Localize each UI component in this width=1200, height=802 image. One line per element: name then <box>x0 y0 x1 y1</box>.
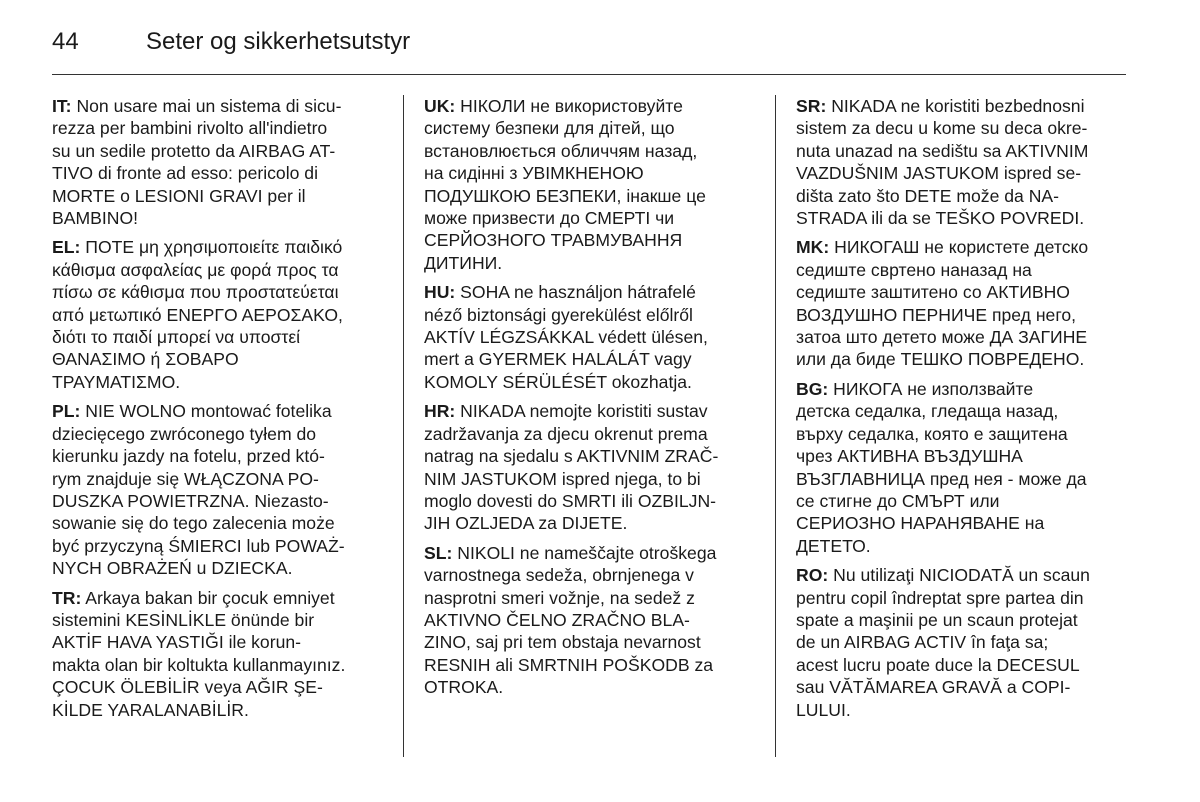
language-code: SR: <box>796 96 827 116</box>
page-number: 44 <box>52 28 79 55</box>
warning-line <box>796 236 1134 258</box>
warning-text: НІКОЛИ не використовуйте <box>460 96 683 116</box>
warning-line <box>796 535 1134 557</box>
warning-line <box>796 400 1134 422</box>
language-code: IT: <box>52 96 72 116</box>
warning-text: sistem za decu u kome su deca okre- <box>796 118 1088 139</box>
warning-line <box>424 95 762 117</box>
warning-text: върху седалка, която е защитена <box>796 423 1068 444</box>
warning-line <box>52 631 390 653</box>
language-code: TR: <box>52 587 82 608</box>
warning-paragraph <box>52 236 390 393</box>
warning-paragraph <box>796 378 1134 557</box>
language-code: SL: <box>424 542 453 563</box>
warning-paragraph <box>52 587 390 721</box>
warning-text: LULUI. <box>796 699 851 720</box>
warning-line <box>424 654 762 676</box>
language-code: HU: <box>424 282 456 303</box>
warning-text: ΠΟΤΕ μη χρησιμοποιείτε παιδικό <box>85 237 343 258</box>
warning-line <box>52 490 390 512</box>
language-code: PL: <box>52 401 81 422</box>
warning-line <box>52 400 390 422</box>
warning-text: być przyczyną ŚMIERCI lub POWAŻ- <box>52 535 345 556</box>
warning-line <box>424 326 762 348</box>
warning-text: pentru copil îndreptat spre partea din <box>796 587 1084 608</box>
warning-text: Arkaya bakan bir çocuk emniyet <box>85 587 335 608</box>
warning-text: чрез АКТИВНА ВЪЗДУШНА <box>796 446 1023 467</box>
warning-text: néző biztonsági gyerekülést előlről <box>424 304 693 325</box>
warning-text: NIE WOLNO montować fotelika <box>85 401 332 422</box>
warning-text: ДИТИНИ. <box>424 252 503 273</box>
warning-text: NIM JASTUKOM ispred njega, to bi <box>424 468 701 489</box>
warning-text: sistemini KESİNLİKLE önünde bir <box>52 609 315 630</box>
warning-line <box>796 95 1134 117</box>
warning-text: πίσω σε κάθισμα που προστατεύεται <box>52 282 339 303</box>
warning-text: su un sedile protetto da AIRBAG AT- <box>52 140 336 161</box>
warning-line <box>424 371 762 393</box>
warning-line <box>52 609 390 631</box>
warning-text: СЕРИОЗНО НАРАНЯВАНЕ на <box>796 513 1045 534</box>
warning-line <box>424 229 762 251</box>
warning-line <box>424 609 762 631</box>
warning-line <box>796 304 1134 326</box>
page-header <box>52 24 1128 64</box>
warning-text: ВЪЗГЛАВНИЦА пред нея - може да <box>796 468 1087 489</box>
warning-text: седиште заштитено со АКТИВНО <box>796 282 1070 303</box>
warning-line <box>796 140 1134 162</box>
warning-text: НИКОГА не използвайте <box>833 378 1034 399</box>
warning-text: на сидінні з УВІМКНЕНОЮ <box>424 163 644 184</box>
warning-line <box>52 259 390 281</box>
warning-line <box>52 587 390 609</box>
warning-text: STRADA ili da se TEŠKO POVREDI. <box>796 208 1085 229</box>
warning-line <box>796 654 1134 676</box>
warning-line <box>52 140 390 162</box>
warning-text: moglo dovesti do SMRTI ili OZBILJN- <box>424 490 717 511</box>
warning-text: встановлюється обличчям назад, <box>424 140 698 161</box>
warning-line <box>52 326 390 348</box>
warning-line <box>796 326 1134 348</box>
warning-line <box>52 281 390 303</box>
warning-line <box>424 512 762 534</box>
warning-paragraph <box>424 400 762 534</box>
warning-text: MORTE o LESIONI GRAVI per il <box>52 185 306 206</box>
warning-text: acest lucru poate duce la DECESUL <box>796 654 1080 675</box>
warning-text: makta olan bir koltukta kullanmayınız. <box>52 654 346 675</box>
warning-line <box>424 185 762 207</box>
warning-line <box>52 117 390 139</box>
warning-text: NYCH OBRAŻEŃ u DZIECKA. <box>52 558 293 579</box>
warning-line <box>52 185 390 207</box>
warning-line <box>424 400 762 422</box>
warning-line <box>796 378 1134 400</box>
warning-line <box>52 348 390 370</box>
warning-text: ÇOCUK ÖLEBİLİR veya AĞIR ŞE- <box>52 677 323 698</box>
warning-text: може призвести до СМЕРТІ чи <box>424 208 675 229</box>
warning-line <box>424 676 762 698</box>
warning-text: СЕРЙОЗНОГО ТРАВМУВАННЯ <box>424 230 683 251</box>
warning-paragraph <box>796 564 1134 721</box>
text-column-3 <box>796 95 1134 728</box>
warning-line <box>424 490 762 512</box>
warning-line <box>424 631 762 653</box>
warning-line <box>52 676 390 698</box>
warning-line <box>424 117 762 139</box>
warning-text: НИКОГАШ не користете детско <box>834 237 1089 258</box>
warning-line <box>424 564 762 586</box>
warning-text: OTROKA. <box>424 677 504 698</box>
warning-line <box>796 207 1134 229</box>
warning-text: затоа што детето може ДА ЗАГИНЕ <box>796 327 1088 348</box>
warning-text: sau VĂTĂMAREA GRAVĂ a COPI- <box>796 677 1071 698</box>
language-code: MK: <box>796 237 830 258</box>
warning-text: από μετωπικό ΕΝΕΡΓΟ ΑΕΡΟΣΑΚΟ, <box>52 304 343 325</box>
warning-text: седиште свртено наназад на <box>796 259 1032 280</box>
warning-text: систему безпеки для дітей, що <box>424 118 675 139</box>
warning-line <box>52 95 390 117</box>
warning-paragraph <box>796 236 1134 370</box>
warning-text: NIKOLI ne nameščajte otroškega <box>457 542 717 563</box>
warning-text: de un AIRBAG ACTIV în faţa sa; <box>796 632 1049 653</box>
warning-text: kierunku jazdy na fotelu, przed któ- <box>52 446 325 467</box>
warning-line <box>424 281 762 303</box>
warning-text: DUSZKA POWIETRZNA. Niezasto- <box>52 490 329 511</box>
warning-line <box>52 207 390 229</box>
warning-text: nasprotni smeri vožnje, na sedež z <box>424 587 695 608</box>
warning-line <box>424 140 762 162</box>
warning-text: Non usare mai un sistema di sicu- <box>76 96 342 116</box>
column-divider-2 <box>775 95 776 757</box>
language-code: HR: <box>424 401 456 422</box>
warning-text: TIVO di fronte ad esso: pericolo di <box>52 163 318 184</box>
warning-text: mert a GYERMEK HALÁLÁT vagy <box>424 349 692 370</box>
warning-line <box>796 259 1134 281</box>
warning-line <box>424 542 762 564</box>
warning-line <box>424 587 762 609</box>
warning-line <box>796 490 1134 512</box>
warning-line <box>796 162 1134 184</box>
language-code: UK: <box>424 96 456 116</box>
header-divider <box>52 74 1126 75</box>
warning-text: NIKADA ne koristiti bezbednosni <box>831 96 1085 116</box>
warning-text: KİLDE YARALANABİLİR. <box>52 699 249 720</box>
warning-text: rym znajduje się WŁĄCZONA PO- <box>52 468 319 489</box>
warning-line <box>796 281 1134 303</box>
text-column-1 <box>52 95 390 728</box>
warning-line <box>52 371 390 393</box>
warning-text: dziecięcego zwróconego tyłem do <box>52 423 317 444</box>
warning-line <box>796 631 1134 653</box>
warning-line <box>52 557 390 579</box>
warning-text: zadržavanja za djecu okrenut prema <box>424 423 708 444</box>
warning-text: ΘΑΝΑΣΙΜΟ ή ΣΟΒΑΡΟ <box>52 349 239 370</box>
warning-line <box>796 423 1134 445</box>
warning-line <box>796 564 1134 586</box>
warning-text: AKTIVNO ČELNO ZRAČNO BLA- <box>424 609 690 630</box>
warning-line <box>424 423 762 445</box>
warning-line <box>52 445 390 467</box>
warning-line <box>424 468 762 490</box>
warning-text: κάθισμα ασφαλείας με φορά προς τα <box>52 259 339 280</box>
warning-line <box>796 185 1134 207</box>
warning-line <box>52 468 390 490</box>
warning-line <box>52 654 390 676</box>
warning-text: AKTİF HAVA YASTIĞI ile korun- <box>52 632 301 653</box>
warning-text: διότι το παιδί μπορεί να υποστεί <box>52 327 301 348</box>
warning-paragraph <box>52 400 390 579</box>
warning-text: детска седалка, гледаща назад, <box>796 401 1059 422</box>
column-divider-1 <box>403 95 404 757</box>
warning-line <box>52 304 390 326</box>
warning-line <box>796 468 1134 490</box>
warning-text: SOHA ne használjon hátrafelé <box>460 282 696 303</box>
language-code: EL: <box>52 237 81 258</box>
warning-line <box>52 699 390 721</box>
language-code: RO: <box>796 565 829 586</box>
warning-text: се стигне до СМЪРТ или <box>796 490 1000 511</box>
warning-text: ПОДУШКОЮ БЕЗПЕКИ, інакше це <box>424 185 706 206</box>
warning-text: ДЕТЕТО. <box>796 535 871 556</box>
warning-line <box>52 535 390 557</box>
warning-paragraph <box>796 95 1134 229</box>
warning-text: natrag na sjedalu s AKTIVNIM ZRAČ- <box>424 446 719 467</box>
warning-text: ВОЗДУШНО ПЕРНИЧЕ пред него, <box>796 304 1077 325</box>
warning-line <box>796 676 1134 698</box>
warning-text: ZINO, saj pri tem obstaja nevarnost <box>424 632 701 653</box>
warning-text: BAMBINO! <box>52 208 139 229</box>
warning-line <box>424 207 762 229</box>
warning-text: ΤΡΑΥΜΑΤΙΣΜΟ. <box>52 371 181 392</box>
warning-paragraph <box>424 281 762 393</box>
page-title: Seter og sikkerhetsutstyr <box>146 28 411 55</box>
warning-text: dišta zato što DETE može da NA- <box>796 185 1060 206</box>
warning-line <box>52 512 390 534</box>
warning-line <box>796 587 1134 609</box>
warning-text: varnostnega sedeža, obrnjenega v <box>424 565 694 586</box>
warning-text: rezza per bambini rivolto all'indietro <box>52 118 328 139</box>
warning-line <box>424 348 762 370</box>
warning-text: sowanie się do tego zalecenia może <box>52 513 335 534</box>
language-code: BG: <box>796 378 829 399</box>
warning-line <box>796 609 1134 631</box>
warning-text: или да биде ТЕШКО ПОВРЕДЕНО. <box>796 349 1085 370</box>
warning-line <box>796 445 1134 467</box>
warning-line <box>52 162 390 184</box>
warning-line <box>424 445 762 467</box>
warning-text: nuta unazad na sedištu sa AKTIVNIM <box>796 140 1089 161</box>
warning-text: JIH OZLJEDA za DIJETE. <box>424 513 628 534</box>
warning-text: spate a maşinii pe un scaun protejat <box>796 609 1078 630</box>
warning-line <box>424 162 762 184</box>
warning-paragraph <box>52 95 390 229</box>
warning-text: VAZDUŠNIM JASTUKOM ispred se- <box>796 163 1082 184</box>
warning-text: RESNIH ali SMRTNIH POŠKODB za <box>424 654 714 675</box>
warning-text: AKTÍV LÉGZSÁKKAL védett ülésen, <box>424 327 708 348</box>
warning-paragraph <box>424 95 762 274</box>
warning-line <box>796 117 1134 139</box>
warning-line <box>52 423 390 445</box>
warning-paragraph <box>424 542 762 699</box>
warning-line <box>52 236 390 258</box>
warning-line <box>796 348 1134 370</box>
warning-line <box>424 252 762 274</box>
warning-text: NIKADA nemojte koristiti sustav <box>460 401 708 422</box>
text-column-2 <box>424 95 762 706</box>
warning-text: KOMOLY SÉRÜLÉSÉT okozhatja. <box>424 371 692 392</box>
warning-text: Nu utilizaţi NICIODATĂ un scaun <box>833 565 1090 586</box>
warning-line <box>424 304 762 326</box>
warning-line <box>796 699 1134 721</box>
warning-line <box>796 512 1134 534</box>
